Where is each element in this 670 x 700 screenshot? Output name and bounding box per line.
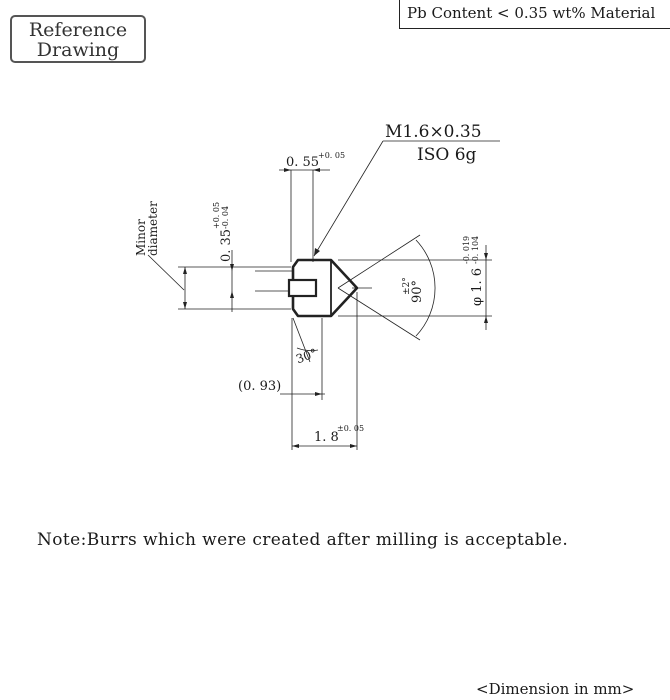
thread-callout: M1.6×0.35 <box>385 122 482 142</box>
thread-length: (0. 93) <box>238 379 282 394</box>
minor-diameter-line-2: diameter <box>146 201 160 256</box>
dimension-lines <box>148 141 500 450</box>
slot-depth-label <box>212 202 234 262</box>
material-note: Pb Content < 0.35 wt% Material <box>407 4 656 22</box>
point-angle-value: 90° <box>410 279 425 303</box>
reference-label-line-1: Reference <box>28 19 128 41</box>
reference-label-line-2: Drawing <box>36 39 120 61</box>
slot-depth-tol-lower: -0. 04 <box>221 205 230 229</box>
major-diameter-value: φ 1. 6 <box>470 267 485 306</box>
units-note: <Dimension in mm> <box>476 680 635 698</box>
minor-diameter-line-1: Minor <box>134 219 148 256</box>
point-angle-label <box>402 277 425 303</box>
major-diameter-tol-lower: -0. 104 <box>471 235 480 264</box>
slot-width-value: 0. 55 <box>286 155 320 170</box>
slot-depth-tol-upper: +0. 05 <box>212 201 221 229</box>
overall-length-value: 1. 8 <box>314 430 339 445</box>
point-angle-tol: ±2° <box>402 277 412 295</box>
minor-diameter-label <box>134 201 160 256</box>
slot-width-tol: +0. 05 <box>318 151 346 160</box>
note-text: Note:Burrs which were created after milling is acceptable. <box>37 530 569 550</box>
major-diameter-label <box>462 236 485 306</box>
slot-depth-value: 0. 35 <box>219 228 234 262</box>
screw-part <box>282 260 357 316</box>
chamfer-angle: 30° <box>294 345 319 367</box>
major-diameter-tol-upper: -0. 019 <box>462 235 471 264</box>
thread-standard: ISO 6g <box>417 145 477 165</box>
overall-length-tol: ±0. 05 <box>337 424 365 433</box>
